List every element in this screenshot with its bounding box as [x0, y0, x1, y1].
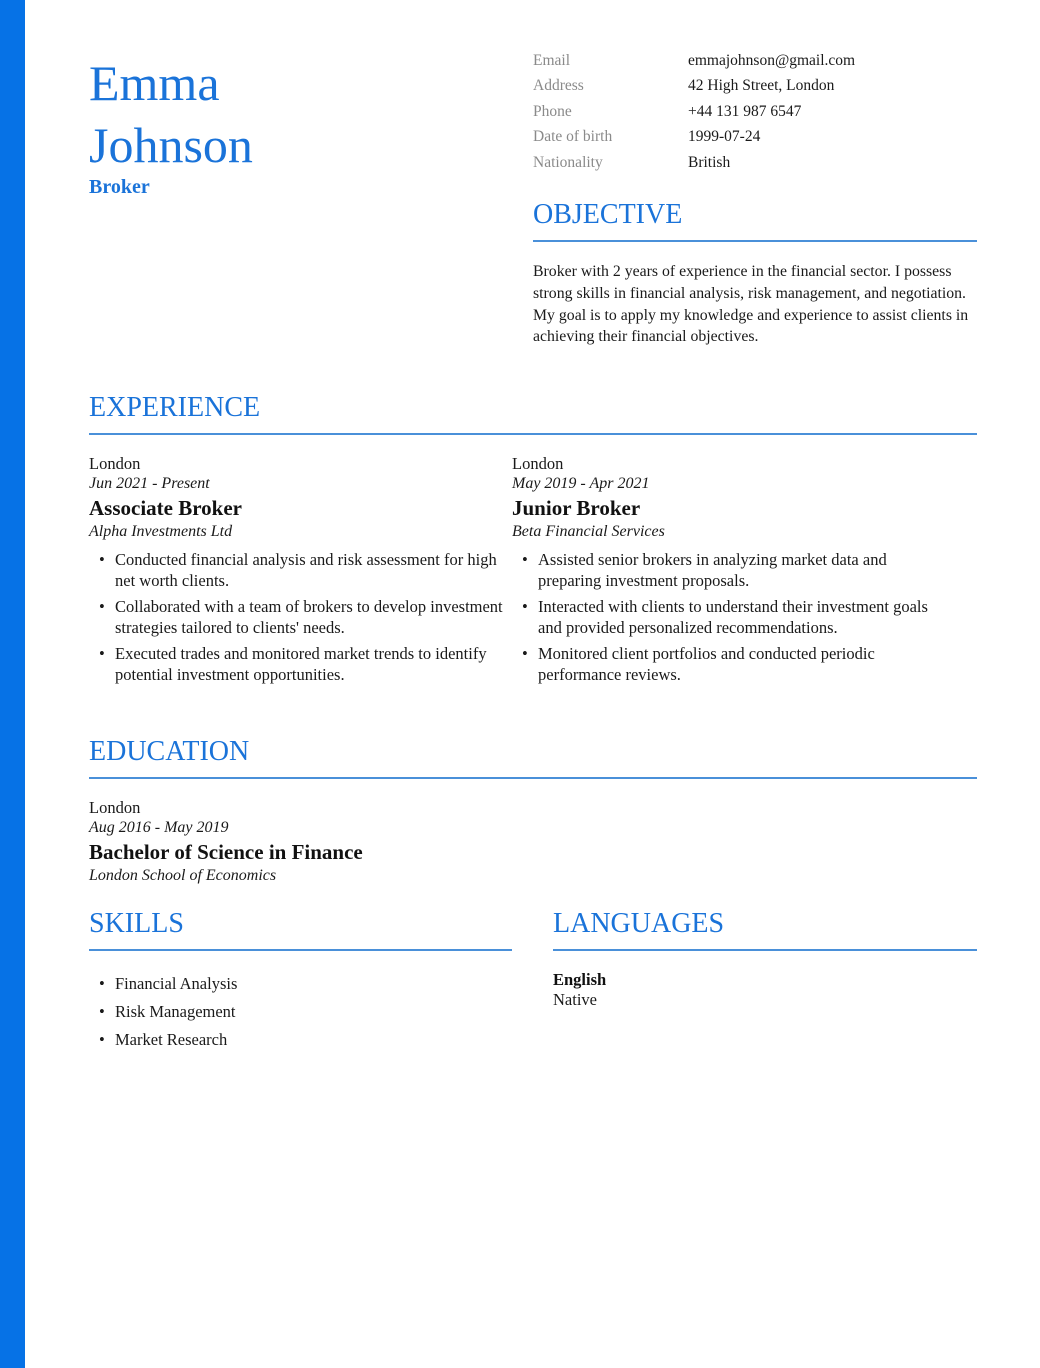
contact-value-phone: +44 131 987 6547 — [688, 102, 802, 120]
job-dates: May 2019 - Apr 2021 — [512, 475, 650, 492]
language-level: Native — [553, 990, 597, 1009]
skill-item: • Financial Analysis — [89, 970, 237, 998]
job-company: Beta Financial Services — [512, 523, 665, 540]
contact-label: Date of birth — [533, 128, 613, 146]
language-name: English — [553, 970, 607, 989]
job-bullet: • Conducted financial analysis and risk assessment for high net worth clients. — [89, 550, 509, 591]
contact-value-email[interactable]: emmajohnson@gmail.com — [688, 51, 856, 69]
contact-row-phone — [533, 99, 977, 125]
contact-row-dob — [533, 125, 977, 151]
job-bullet: • Executed trades and monitored market trends to identify potential investment opportunities. — [89, 644, 509, 685]
job-location: London — [512, 454, 564, 473]
objective-heading: OBJECTIVE — [533, 199, 683, 230]
job-dates: Jun 2021 - Present — [89, 475, 210, 492]
job-role: Associate Broker — [89, 496, 242, 520]
education-degree: Bachelor of Science in Finance — [89, 840, 363, 864]
experience-item — [89, 454, 509, 691]
job-responsibilities — [512, 550, 932, 685]
languages-divider — [553, 949, 977, 951]
education-location: London — [89, 798, 141, 817]
candidate-name — [89, 52, 253, 176]
skill-item: • Market Research — [89, 1026, 237, 1054]
contact-label: Address — [533, 77, 584, 95]
job-bullet: • Collaborated with a team of brokers to develop investment strategies tailored to clients' needs. — [89, 597, 509, 638]
education-item — [89, 798, 589, 886]
contact-row-nationality — [533, 150, 977, 176]
contact-value-dob: 1999-07-24 — [688, 128, 761, 146]
skills-divider — [89, 949, 512, 951]
job-title: Broker — [89, 176, 150, 198]
last-name: Johnson — [89, 117, 253, 173]
job-responsibilities — [89, 550, 509, 685]
job-company: Alpha Investments Ltd — [89, 523, 233, 540]
skills-heading: SKILLS — [89, 908, 184, 939]
contact-value-address: 42 High Street, London — [688, 77, 835, 95]
contact-value-nationality: British — [688, 153, 731, 171]
objective-divider — [533, 240, 977, 242]
contact-info — [533, 48, 977, 176]
contact-label: Nationality — [533, 153, 603, 171]
job-bullet: • Assisted senior brokers in analyzing market data and preparing investment proposals. — [512, 550, 932, 591]
objective-text: Broker with 2 years of experience in the financial sector. I possess strong skills in financial analysis, risk management, and negotiation. My goal is to apply my knowledge and experience to assist clients in achieving their financial objectives. — [533, 263, 969, 346]
experience-divider — [89, 433, 977, 435]
education-dates: Aug 2016 - May 2019 — [89, 819, 229, 836]
accent-sidebar-bar — [0, 0, 25, 1368]
languages-heading: LANGUAGES — [553, 908, 725, 939]
contact-row-email — [533, 48, 977, 74]
education-school: London School of Economics — [89, 867, 277, 884]
skills-list — [89, 970, 237, 1054]
contact-label: Phone — [533, 102, 572, 120]
language-item — [553, 970, 606, 1010]
education-divider — [89, 777, 977, 779]
first-name: Emma — [89, 55, 220, 111]
experience-heading: EXPERIENCE — [89, 392, 261, 423]
job-bullet: • Monitored client portfolios and conducted periodic performance reviews. — [512, 644, 932, 685]
skill-item: • Risk Management — [89, 998, 237, 1026]
job-role: Junior Broker — [512, 496, 641, 520]
contact-label: Email — [533, 51, 571, 69]
experience-item — [512, 454, 932, 691]
job-bullet: • Interacted with clients to understand their investment goals and provided personalized recommendations. — [512, 597, 932, 638]
contact-row-address — [533, 74, 977, 100]
education-heading: EDUCATION — [89, 736, 250, 767]
job-location: London — [89, 454, 141, 473]
